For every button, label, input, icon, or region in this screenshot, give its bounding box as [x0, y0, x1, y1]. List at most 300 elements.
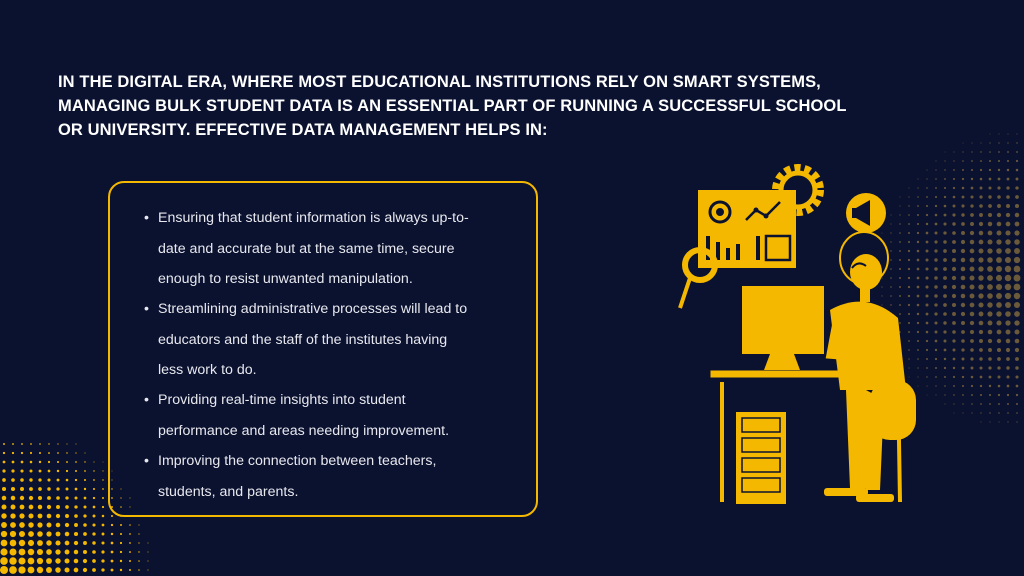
decor-dot — [147, 560, 148, 561]
decor-dot — [970, 285, 975, 290]
decor-dot — [953, 160, 954, 161]
decor-dot — [10, 522, 16, 528]
decor-dot — [944, 358, 946, 360]
decor-dot — [55, 558, 60, 563]
decor-dot — [19, 531, 25, 537]
decor-dot — [944, 214, 947, 217]
decor-dot — [101, 541, 104, 544]
decor-dot — [979, 231, 984, 236]
decor-dot — [101, 568, 104, 571]
decor-dot — [1005, 320, 1010, 325]
decor-dot — [988, 222, 992, 226]
decor-dot — [997, 339, 1001, 343]
decor-dot — [1007, 160, 1009, 162]
decor-dot — [111, 533, 113, 535]
decor-dot — [93, 488, 95, 490]
decor-dot — [1014, 230, 1019, 235]
decor-dot — [934, 321, 937, 324]
decor-dot — [987, 248, 992, 253]
decor-dot — [979, 366, 982, 369]
decor-dot — [0, 566, 8, 574]
decor-dot — [120, 533, 122, 535]
decor-dot — [980, 394, 982, 396]
decor-dot — [138, 560, 140, 562]
decor-dot — [987, 311, 992, 316]
decor-dot — [1015, 375, 1018, 378]
decor-dot — [943, 231, 946, 234]
decor-dot — [997, 195, 1001, 199]
decor-dot — [998, 151, 1000, 153]
decor-dot — [9, 566, 17, 574]
decor-dot — [980, 151, 981, 152]
decor-dot — [29, 505, 34, 510]
decor-dot — [1006, 330, 1011, 335]
decor-dot — [56, 505, 60, 509]
decor-dot — [56, 496, 60, 500]
decor-dot — [19, 513, 24, 518]
decor-dot — [945, 404, 946, 405]
decor-dot — [970, 204, 973, 207]
decor-dot — [979, 213, 983, 217]
decor-dot — [1014, 266, 1021, 273]
decor-dot — [56, 514, 60, 518]
list-item-line: • Streamlining administrative processes will lead to — [158, 301, 468, 317]
decor-dot — [28, 549, 34, 555]
person-at-computer-icon — [710, 232, 916, 504]
decor-dot — [944, 205, 947, 208]
decor-dot — [1005, 293, 1011, 299]
list-item — [144, 446, 436, 507]
decor-dot — [943, 294, 947, 298]
decor-dot — [943, 222, 946, 225]
decor-dot — [20, 469, 23, 472]
decor-dot — [38, 478, 41, 481]
decor-dot — [1015, 330, 1020, 335]
decor-dot — [19, 522, 25, 528]
decor-dot — [1016, 169, 1019, 172]
decor-dot — [55, 540, 60, 545]
list-item-line: performance and areas needing improvement. — [158, 422, 450, 439]
decor-dot — [56, 487, 59, 490]
decor-dot — [961, 222, 965, 226]
decor-dot — [953, 178, 955, 180]
decor-dot — [46, 567, 52, 573]
decor-dot — [987, 239, 992, 244]
decor-dot — [961, 267, 966, 272]
decor-dot — [12, 443, 14, 445]
decor-dot — [83, 523, 87, 527]
decor-dot — [971, 178, 973, 180]
decor-dot — [74, 541, 78, 545]
decor-dot — [1016, 142, 1017, 143]
decor-dot — [65, 550, 70, 555]
decor-dot — [46, 531, 51, 536]
decor-dot — [943, 276, 947, 280]
decor-dot — [1014, 239, 1020, 245]
decor-dot — [74, 523, 78, 527]
decor-dot — [19, 549, 26, 556]
decor-dot — [75, 452, 76, 453]
decor-dot — [65, 523, 69, 527]
decor-dot — [935, 340, 938, 343]
decor-dot — [943, 312, 947, 316]
decor-dot — [962, 394, 964, 396]
decor-dot — [21, 443, 23, 445]
decor-dot — [987, 293, 993, 299]
decor-dot — [980, 169, 982, 171]
decor-dot — [1015, 186, 1018, 189]
decor-dot — [953, 403, 954, 404]
decor-dot — [102, 479, 103, 480]
decor-dot — [980, 376, 983, 379]
decor-dot — [46, 558, 52, 564]
decor-dot — [952, 240, 956, 244]
decor-dot — [102, 533, 105, 536]
decor-dot — [988, 195, 991, 198]
decor-dot — [997, 222, 1002, 227]
decor-dot — [970, 330, 974, 334]
decor-dot — [988, 348, 992, 352]
decor-dot — [935, 349, 937, 351]
decor-dot — [1016, 385, 1019, 388]
decor-dot — [20, 487, 24, 491]
decor-dot — [1016, 160, 1018, 162]
decor-dot — [970, 222, 974, 226]
decor-dot — [30, 443, 32, 445]
decor-dot — [0, 557, 8, 565]
decor-dot — [996, 284, 1002, 290]
decor-dot — [1016, 151, 1018, 153]
decor-dot — [10, 531, 16, 537]
decor-dot — [998, 385, 1001, 388]
decor-dot — [1007, 169, 1010, 172]
decor-dot — [11, 487, 15, 491]
decor-dot — [952, 285, 956, 289]
decor-dot — [988, 186, 991, 189]
decor-dot — [935, 178, 937, 180]
decor-dot — [1014, 275, 1021, 282]
decor-dot — [980, 187, 983, 190]
decor-dot — [84, 470, 86, 472]
list-item — [144, 203, 469, 295]
decor-dot — [84, 497, 87, 500]
decor-dot — [987, 257, 993, 263]
decor-dot — [92, 532, 95, 535]
decor-dot — [74, 532, 78, 536]
decor-dot — [952, 267, 956, 271]
decor-dot — [38, 496, 42, 500]
decor-dot — [934, 240, 937, 243]
decor-dot — [65, 505, 69, 509]
decor-dot — [961, 303, 965, 307]
decor-dot — [65, 496, 68, 499]
decor-dot — [84, 461, 85, 462]
decor-dot — [1007, 142, 1008, 143]
decor-dot — [934, 267, 937, 270]
decor-dot — [998, 142, 999, 143]
decor-dot — [935, 196, 937, 198]
decor-dot — [111, 569, 114, 572]
decor-dot — [28, 531, 34, 537]
decor-dot — [989, 178, 992, 181]
decor-dot — [129, 551, 131, 553]
decor-dot — [979, 357, 982, 360]
decor-dot — [989, 142, 990, 143]
decor-dot — [11, 505, 16, 510]
decor-dot — [962, 376, 964, 378]
decor-dot — [953, 367, 955, 369]
decor-dot — [997, 366, 1000, 369]
decor-dot — [952, 249, 956, 253]
decor-dot — [1005, 284, 1011, 290]
decor-dot — [996, 239, 1001, 244]
decor-dot — [961, 312, 965, 316]
decor-dot — [9, 557, 16, 564]
decor-dot — [120, 569, 122, 571]
decor-dot — [65, 559, 70, 564]
decor-dot — [1, 522, 7, 528]
decor-dot — [970, 267, 975, 272]
decor-dot — [989, 160, 991, 162]
decor-dot — [28, 513, 33, 518]
decor-dot — [75, 488, 78, 491]
decor-dot — [953, 187, 955, 189]
decor-dot — [953, 151, 954, 152]
decor-dot — [989, 412, 990, 413]
decor-dot — [970, 258, 975, 263]
decor-dot — [75, 479, 77, 481]
decor-dot — [952, 213, 955, 216]
decor-dot — [988, 213, 992, 217]
decor-dot — [997, 186, 1000, 189]
decor-dot — [1016, 178, 1019, 181]
decor-dot — [987, 284, 993, 290]
decor-dot — [92, 541, 95, 544]
decor-dot — [935, 394, 936, 395]
heading-line: IN THE DIGITAL ERA, WHERE MOST EDUCATIONAL INSTITUTIONS RELY ON SMART SYSTEMS, — [58, 73, 821, 91]
decor-dot — [978, 275, 983, 280]
decor-dot — [961, 204, 964, 207]
decor-dot — [83, 550, 87, 554]
decor-dot — [997, 231, 1002, 236]
decor-dot — [102, 488, 104, 490]
decor-dot — [129, 560, 131, 562]
decor-dot — [963, 143, 964, 144]
decor-dot — [952, 294, 956, 298]
decor-dot — [996, 311, 1001, 316]
data-management-illustration — [670, 150, 930, 510]
decor-dot — [970, 321, 974, 325]
decor-dot — [83, 559, 87, 563]
decor-dot — [970, 195, 973, 198]
decor-dot — [934, 285, 937, 288]
decor-dot — [30, 452, 32, 454]
decor-dot — [952, 231, 956, 235]
decor-dot — [1008, 134, 1009, 135]
decor-dot — [970, 303, 975, 308]
decor-dot — [2, 487, 6, 491]
decor-dot — [979, 321, 984, 326]
decor-dot — [979, 339, 983, 343]
decor-dot — [84, 452, 85, 453]
decor-dot — [37, 531, 43, 537]
decor-dot — [980, 385, 982, 387]
decor-dot — [56, 523, 61, 528]
decor-dot — [980, 178, 983, 181]
decor-dot — [978, 266, 983, 271]
list-item-line: enough to resist unwanted manipulation. — [158, 271, 413, 287]
decor-dot — [997, 213, 1001, 217]
decor-dot — [28, 522, 33, 527]
decor-dot — [979, 240, 984, 245]
decor-dot — [29, 487, 33, 491]
decor-dot — [961, 321, 965, 325]
decor-dot — [989, 376, 992, 379]
decor-dot — [971, 187, 974, 190]
decor-dot — [74, 568, 79, 573]
decor-dot — [1, 513, 6, 518]
decor-dot — [111, 560, 114, 563]
decor-dot — [999, 134, 1000, 135]
decor-dot — [978, 257, 983, 262]
decor-dot — [971, 169, 973, 171]
decor-dot — [944, 187, 946, 189]
decor-dot — [962, 358, 965, 361]
decor-dot — [102, 470, 103, 471]
decor-dot — [971, 394, 973, 396]
decor-dot — [1015, 357, 1019, 361]
decor-dot — [84, 479, 86, 481]
decor-dot — [971, 160, 973, 162]
decor-dot — [48, 470, 51, 473]
decor-dot — [953, 376, 955, 378]
decor-dot — [952, 330, 956, 334]
decor-dot — [66, 443, 67, 444]
decor-dot — [30, 461, 33, 464]
decor-dot — [1007, 178, 1010, 181]
decor-dot — [1007, 412, 1009, 414]
decor-dot — [65, 541, 70, 546]
decor-dot — [944, 160, 945, 161]
decor-dot — [1006, 186, 1009, 189]
decor-dot — [83, 514, 86, 517]
decor-dot — [101, 559, 104, 562]
decor-dot — [979, 249, 984, 254]
decor-dot — [996, 248, 1002, 254]
decor-dot — [935, 376, 937, 378]
decor-dot — [998, 178, 1001, 181]
decor-dot — [129, 524, 131, 526]
decor-dot — [65, 532, 70, 537]
decor-dot — [935, 385, 936, 386]
decor-dot — [1006, 204, 1010, 208]
decor-dot — [979, 195, 982, 198]
decor-dot — [952, 258, 956, 262]
decor-dot — [75, 470, 77, 472]
decor-dot — [988, 339, 992, 343]
decor-dot — [935, 358, 937, 360]
decor-dot — [997, 348, 1001, 352]
decor-dot — [998, 403, 1000, 405]
decor-dot — [1006, 375, 1009, 378]
decor-dot — [2, 478, 6, 482]
decor-dot — [961, 348, 964, 351]
decor-dot — [945, 152, 946, 153]
decor-dot — [111, 515, 113, 517]
decor-dot — [990, 134, 991, 135]
decor-dot — [37, 558, 43, 564]
decor-dot — [970, 294, 975, 299]
decor-dot — [989, 169, 991, 171]
decor-dot — [28, 558, 35, 565]
decor-dot — [971, 403, 973, 405]
decor-dot — [1015, 204, 1019, 208]
decor-dot — [953, 196, 956, 199]
decor-dot — [996, 320, 1001, 325]
list-item-line: • Providing real-time insights into student — [158, 392, 406, 408]
decor-dot — [138, 551, 139, 552]
decor-dot — [987, 275, 993, 281]
decor-dot — [953, 169, 955, 171]
decor-dot — [971, 151, 972, 152]
decor-dot — [148, 543, 149, 544]
decor-dot — [66, 488, 69, 491]
decor-dot — [28, 567, 35, 574]
decor-dot — [76, 444, 77, 445]
decor-dot — [1015, 366, 1018, 369]
decor-dot — [11, 478, 15, 482]
decor-dot — [3, 443, 5, 445]
decor-dot — [11, 496, 16, 501]
decor-dot — [37, 522, 42, 527]
decor-dot — [943, 321, 946, 324]
decor-dot — [962, 403, 963, 404]
decor-dot — [934, 276, 937, 279]
decor-dot — [55, 567, 61, 573]
decor-dot — [970, 312, 975, 317]
decor-dot — [996, 266, 1002, 272]
decor-dot — [148, 552, 149, 553]
decor-dot — [935, 187, 937, 189]
decor-dot — [952, 276, 956, 280]
decor-dot — [57, 479, 60, 482]
decor-dot — [944, 367, 946, 369]
decor-dot — [1, 540, 8, 547]
decor-dot — [1007, 151, 1009, 153]
decor-dot — [1006, 222, 1011, 227]
decor-dot — [1007, 421, 1008, 422]
list-item-line: educators and the staff of the institutes having — [158, 331, 448, 348]
decor-dot — [39, 470, 42, 473]
decor-dot — [934, 258, 937, 261]
decor-dot — [944, 340, 947, 343]
decor-dot — [65, 514, 69, 518]
decor-dot — [12, 461, 15, 464]
decor-dot — [11, 469, 14, 472]
decor-dot — [961, 213, 964, 216]
decor-dot — [944, 169, 945, 170]
decor-dot — [37, 567, 43, 573]
decor-dot — [989, 403, 991, 405]
decor-dot — [936, 161, 937, 162]
heading-line: OR UNIVERSITY. EFFECTIVE DATA MANAGEMENT HELPS IN: — [58, 121, 548, 139]
decor-dot — [1017, 134, 1018, 135]
decor-dot — [970, 357, 973, 360]
decor-dot — [1014, 248, 1020, 254]
decor-dot — [997, 204, 1001, 208]
decor-dot — [971, 367, 974, 370]
decor-dot — [103, 462, 104, 463]
